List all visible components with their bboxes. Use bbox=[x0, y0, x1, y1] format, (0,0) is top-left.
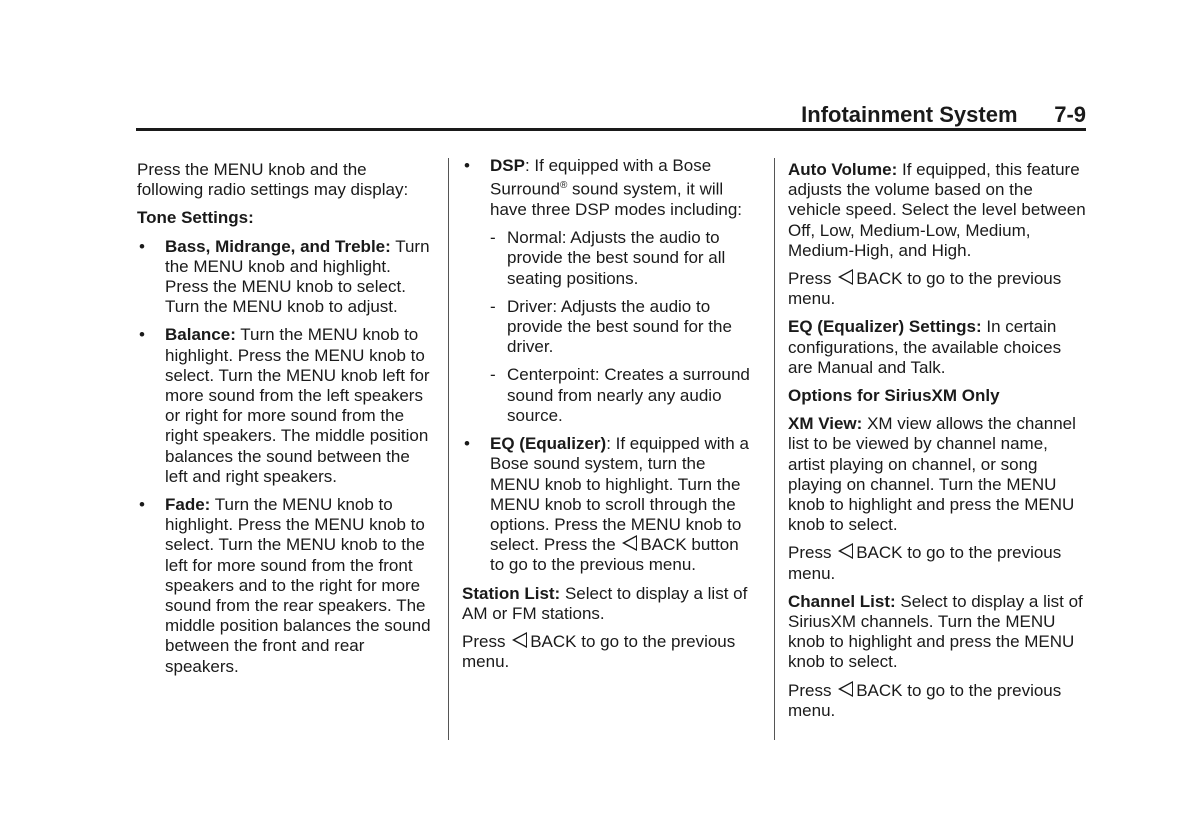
bullet-icon: • bbox=[464, 156, 470, 175]
xm-view-back-text: Press BACK to go to the previous menu. bbox=[788, 543, 1062, 583]
page-number: 7-9 bbox=[1054, 102, 1086, 127]
page-header bbox=[136, 100, 1086, 130]
auto-volume-back-text: Press BACK to go to the previous menu. bbox=[788, 269, 1062, 309]
item-text: Turn the MENU knob to highlight. Press the MENU knob to select. Turn the MENU knob to the left for more sound from the front speakers and to the right for more sound from the rear speakers. The middle position balances the sound between the front and rear speakers. bbox=[165, 495, 431, 676]
back-triangle-icon bbox=[512, 632, 527, 648]
item-text: Turn the MENU knob to highlight. Press the MENU knob to select. Turn the MENU knob left for more sound from the left speakers or right for more sound from the right speakers. The middle position balances the sound between the left and right speakers. bbox=[165, 325, 430, 486]
bullet-icon: • bbox=[139, 495, 145, 515]
dsp-mode-centerpoint: - Centerpoint: Creates a surround sound from nearly any audio source. bbox=[490, 365, 750, 425]
bullet-item-bass bbox=[137, 237, 435, 318]
column-divider bbox=[774, 158, 775, 740]
intro-text: Press the MENU knob and the following radio settings may display: bbox=[137, 160, 409, 200]
bullet-icon: • bbox=[139, 325, 145, 345]
page-header-title bbox=[801, 102, 1086, 128]
back-triangle-icon bbox=[838, 269, 853, 285]
back-triangle-icon bbox=[838, 543, 853, 559]
back-triangle-icon bbox=[622, 535, 637, 551]
column-2 bbox=[462, 156, 757, 680]
auto-volume-text: Auto Volume: If equipped, this feature adjusts the volume based on the vehicle speed. Select the level between Off, Low, Medium-Low, Medium, Medium-High, and High. bbox=[788, 160, 1086, 260]
column-3 bbox=[788, 160, 1088, 729]
column-1 bbox=[137, 160, 435, 685]
tone-settings-heading: Tone Settings: bbox=[137, 208, 254, 228]
xm-view-text: XM View: XM view allows the channel list to be viewed by channel name, artist playing on channel, or song playing on channel. Turn the MENU knob to highlight and press the MENU knob to select. bbox=[788, 414, 1076, 535]
header-rule bbox=[136, 128, 1086, 131]
bullet-item-eq: • EQ (Equalizer): If equipped with a Bose sound system, turn the MENU knob to highlight. Turn the MENU knob to scroll through the options. Press the MENU knob to select. Press the BACK button to go to the previous menu. bbox=[464, 434, 749, 575]
item-term: Bass, Midrange, and Treble: bbox=[165, 236, 391, 256]
eq-settings-text: EQ (Equalizer) Settings: In certain configurations, the available choices are Manual and Talk. bbox=[788, 317, 1062, 377]
bullet-item-fade bbox=[137, 495, 435, 677]
bullet-icon: • bbox=[139, 236, 145, 256]
column-divider bbox=[448, 158, 449, 740]
bullet-item-dsp: • DSP: If equipped with a Bose Surround® sound system, it will have three DSP modes including: bbox=[464, 156, 743, 220]
bullet-icon: • bbox=[464, 434, 470, 454]
item-term: Fade: bbox=[165, 495, 211, 515]
back-triangle-icon bbox=[838, 681, 853, 697]
station-list-text: Station List: Select to display a list of AM or FM stations. bbox=[462, 583, 748, 623]
dsp-mode-driver: - Driver: Adjusts the audio to provide the best sound for the driver. bbox=[490, 296, 732, 357]
item-text: Turn the MENU knob and highlight. Press the MENU knob to select. Turn the MENU knob to adjust. bbox=[165, 236, 430, 317]
item-term: Balance: bbox=[165, 325, 236, 345]
siriusxm-heading: Options for SiriusXM Only bbox=[788, 386, 1000, 406]
channel-list-text: Channel List: Select to display a list of SiriusXM channels. Turn the MENU knob to highlight and press the MENU knob to select. bbox=[788, 591, 1083, 672]
section-title: Infotainment System bbox=[801, 102, 1018, 127]
bullet-item-balance bbox=[137, 325, 435, 487]
channel-list-back-text: Press BACK to go to the previous menu. bbox=[788, 680, 1062, 720]
station-list-back-text: Press BACK to go to the previous menu. bbox=[462, 631, 736, 672]
dsp-mode-normal: - Normal: Adjusts the audio to provide the best sound for all seating positions. bbox=[490, 228, 726, 288]
